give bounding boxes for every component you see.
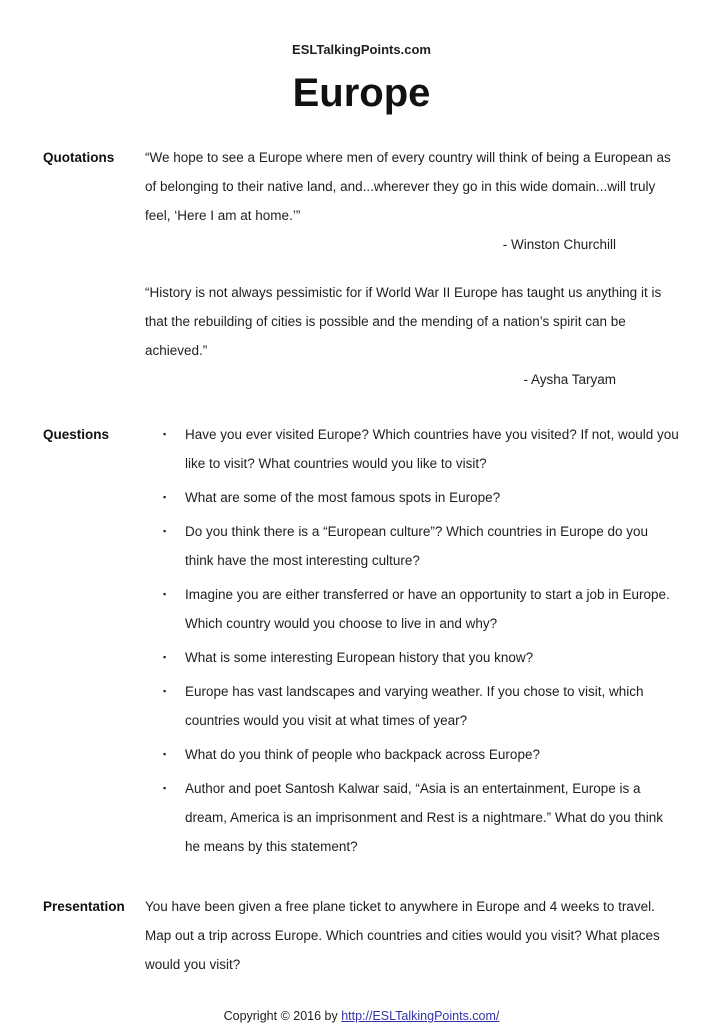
presentation-text: You have been given a free plane ticket to anywhere in Europe and 4 weeks to travel. Map out a trip across Europe. Which countries and cities would you visit? What places would you visit? xyxy=(145,898,660,972)
bullet-icon: ▪ xyxy=(163,782,167,793)
presentation-section xyxy=(43,892,680,979)
question-text: Do you think there is a “European culture”? Which countries in Europe do you think have the most interesting culture? xyxy=(185,523,649,568)
question-item xyxy=(163,677,680,735)
question-list xyxy=(145,420,680,861)
bullet-icon: ▪ xyxy=(163,748,167,759)
question-item xyxy=(163,420,680,478)
copyright-link[interactable]: http://ESLTalkingPoints.com/ xyxy=(341,1008,500,1023)
footer xyxy=(43,1008,680,1024)
question-item xyxy=(163,774,680,861)
quote-text: “We hope to see a Europe where men of every country will think of being a European as of belonging to their native land, and...wherever they go in this wide domain...will truly feel, ‘Here I am at home.’” xyxy=(145,149,671,223)
question-item xyxy=(163,580,680,638)
quote-text: “History is not always pessimistic for if World War II Europe has taught us anything it is that the rebuilding of cities is possible and the mending of a nation’s spirit can be achieved.” xyxy=(145,284,662,358)
question-item xyxy=(163,643,680,672)
quote-attribution: - Winston Churchill xyxy=(502,236,616,252)
presentation-content xyxy=(145,892,680,979)
question-item xyxy=(163,517,680,575)
bullet-icon: ▪ xyxy=(163,525,167,536)
site-name: ESLTalkingPoints.com xyxy=(292,42,431,57)
question-text: Author and poet Santosh Kalwar said, “Asia is an entertainment, Europe is a dream, America is an imprisonment and Rest is a nightmare.” What do you think he means by this statement? xyxy=(185,780,663,854)
quotations-content xyxy=(145,143,680,413)
question-text: Europe has vast landscapes and varying weather. If you chose to visit, which countries would you visit at what times of year? xyxy=(185,683,644,728)
page-title: Europe xyxy=(292,71,431,115)
question-text: What are some of the most famous spots in Europe? xyxy=(185,489,501,505)
question-text: What do you think of people who backpack across Europe? xyxy=(185,746,540,762)
quotations-label: Quotations xyxy=(43,149,115,165)
question-text: Have you ever visited Europe? Which countries have you visited? If not, would you like to visit? What countries would you like to visit? xyxy=(185,426,679,471)
questions-content xyxy=(145,420,680,866)
presentation-label: Presentation xyxy=(43,898,125,914)
bullet-icon: ▪ xyxy=(163,685,167,696)
copyright-text: Copyright © 2016 by xyxy=(223,1008,342,1023)
question-text: Imagine you are either transferred or have an opportunity to start a job in Europe. Which country would you choose to live in and why? xyxy=(185,586,670,631)
questions-label: Questions xyxy=(43,426,110,442)
questions-section xyxy=(43,420,680,866)
bullet-icon: ▪ xyxy=(163,428,167,439)
bullet-icon: ▪ xyxy=(163,588,167,599)
question-text: What is some interesting European history that you know? xyxy=(185,649,534,665)
bullet-icon: ▪ xyxy=(163,491,167,502)
question-item xyxy=(163,483,680,512)
bullet-icon: ▪ xyxy=(163,651,167,662)
quotations-section xyxy=(43,143,680,413)
question-item xyxy=(163,740,680,769)
quote-attribution: - Aysha Taryam xyxy=(523,371,616,387)
